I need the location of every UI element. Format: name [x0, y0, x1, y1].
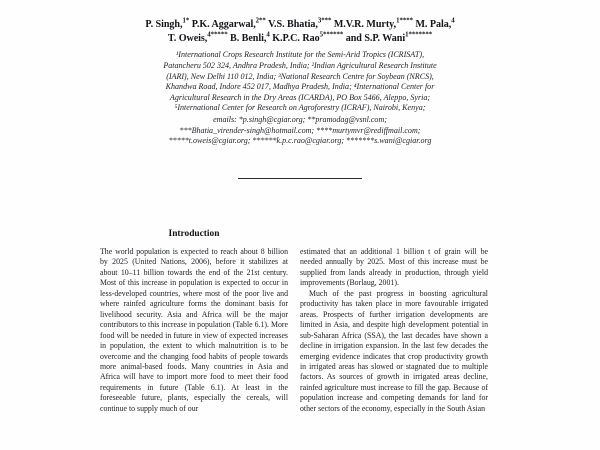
section-heading-introduction: Introduction	[168, 229, 220, 239]
email-line: ***Bhatia_virender-singh@hotmail.com; ****murtymvr@rediffmail.com;	[179, 125, 421, 135]
paragraph: The world population is expected to reach about 8 billion by 2025 (United Nations, 2006), before it stabilizes at about 10–11 billion towards the end of the 21st century. Most of this increase in population is expected to occur in less-developed countries, where most of the poor live and where rainfed agriculture forms the dominant basis for livelihood security. Asia and Africa will be the major contributors to this increase in population (Table 6.1). More food will be needed in future in view of expected increases in population, the extent to which malnutrition is to be overcome and the changing food habits of people towards more animal-based foods. Many countries in Asia and Africa will have to import more food to meet their food requirements in future (Table 6.1). At least in the foreseeable future, plants, especially the cereals, will continue to supply much of our	[100, 247, 288, 413]
byline-line-2	[28, 32, 572, 46]
affiliation-line: (IARI), New Delhi 110 012, India; ³National Research Centre for Soybean (NRCS),	[166, 71, 434, 81]
author-name: and S.P. Wani	[343, 33, 406, 45]
divider-rule-container	[0, 169, 600, 187]
author-affiliation-marker: 3***	[317, 17, 332, 25]
email-block	[0, 115, 600, 147]
author-affiliation-marker: 1*******	[405, 31, 433, 39]
paragraph: Much of the past progress in boosting agricultural productivity has taken place in more favourable irrigated areas. Prospects of further irrigation developments are limited in Asia, and despite high development potential in sub-Saharan Africa (SSA), the last decades have shown a decline in irrigation expansion. In the last few decades the emerging evidence indicates that crop productivity growth in irrigated areas has slowed or stagnated due to multiple factors. As sources of growth in irrigated areas decline, rainfed agriculture must increase to fill the gap. Because of population increase and competing demands for land for other sectors of the economy, especially in the South Asian	[300, 288, 488, 413]
column-right	[300, 228, 488, 450]
author-affiliation-marker: 4	[451, 17, 455, 25]
byline-line-1	[28, 18, 572, 32]
body-columns	[0, 228, 600, 450]
author-affiliation-marker: 1*	[182, 17, 190, 25]
author-affiliation-marker: 5******	[319, 31, 344, 39]
author-name: P. Singh,	[145, 19, 183, 30]
affiliations-block	[0, 50, 600, 114]
author-affiliation-marker: 4	[266, 31, 270, 39]
author-affiliation-marker: 4*****	[207, 31, 228, 39]
email-line: *****t.oweis@cgiar.org; ******k.p.c.rao@cgiar.org; *******s.wani@cgiar.org	[168, 136, 432, 146]
author-name: M. Pala,	[412, 19, 452, 30]
author-name: P.K. Aggarwal,	[189, 19, 256, 30]
author-affiliation-marker: 1****	[396, 17, 413, 25]
column-left	[100, 228, 288, 450]
affiliation-line: ⁵International Center for Research on Agroforestry (ICRAF), Nairobi, Kenya;	[174, 103, 426, 113]
affiliation-line: Patancheru 502 324, Andhra Pradesh, India; ²Indian Agricultural Research Institute	[163, 61, 437, 70]
author-affiliation-marker: 2**	[255, 17, 266, 25]
author-name: V.S. Bhatia,	[265, 19, 318, 30]
author-name: K.P.C. Rao	[269, 33, 320, 45]
horizontal-rule	[238, 178, 362, 179]
paragraph: estimated that an additional 1 billion t of grain will be needed annually by 2025. Most of this increase must be supplied from lands already in production, through yield improvements (Borlaug, 2001).	[300, 247, 488, 288]
affiliation-line: Agricultural Research in the Dry Areas (ICARDA), PO Box 5466, Aleppo, Syria;	[169, 92, 431, 102]
affiliation-line: ¹International Crops Research Institute for the Semi-Arid Tropics (ICRISAT),	[175, 50, 425, 60]
author-name: M.V.R. Murty,	[331, 19, 397, 30]
author-byline	[0, 0, 600, 46]
column-top-spacer	[300, 228, 488, 247]
email-line: emails: *p.singh@cgiar.org; **pramodag@vsnl.com;	[213, 114, 387, 124]
affiliation-line: Khandwa Road, Indore 452 017, Madhya Pradesh, India; ⁴International Center for	[165, 82, 435, 92]
author-name: T. Oweis,	[167, 33, 208, 45]
author-name: B. Benli,	[227, 33, 267, 45]
